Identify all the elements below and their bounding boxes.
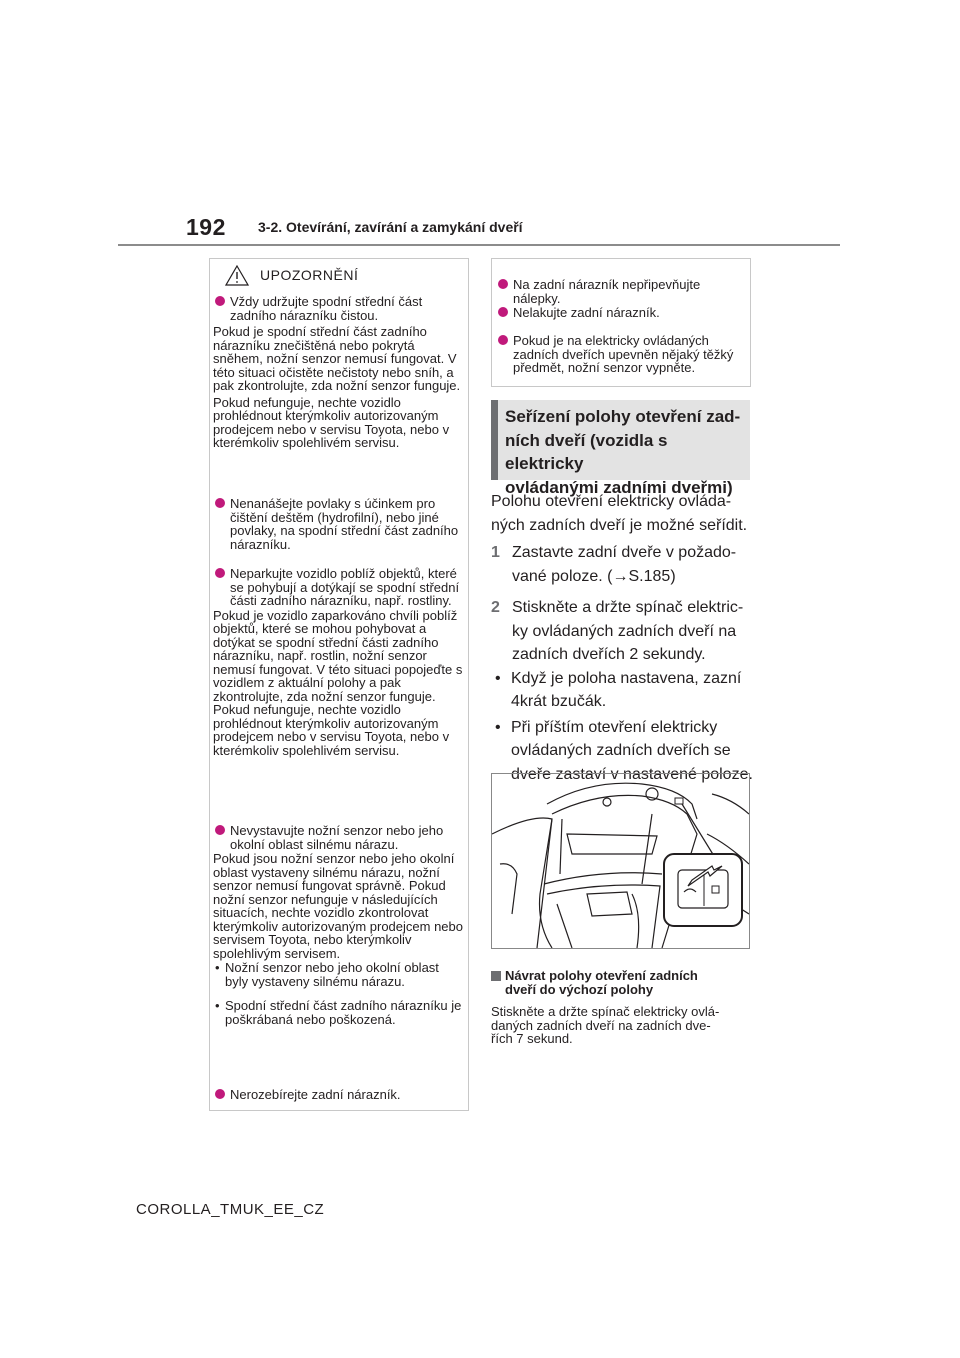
- open-tailgate-with-switch-illustration: [491, 773, 750, 949]
- sub-item-text: Nožní senzor nebo jeho okolní oblast byly vystaveny silnému nárazu.: [225, 960, 439, 989]
- document-code: COROLLA_TMUK_EE_CZ: [136, 1201, 325, 1218]
- warning-item-6: [496, 278, 744, 305]
- warning-triangle-icon: [225, 265, 249, 286]
- sub-list-item: • Spodní střední část zadního nárazníku je poškrábaná nebo poškozená.: [215, 998, 462, 1027]
- warning-item-4: [213, 824, 465, 1026]
- subsection-heading: Návrat polohy otevření zadních dveří do výchozí polohy: [491, 969, 735, 997]
- section-heading-text: [505, 405, 750, 499]
- bullet-dot: [215, 568, 225, 578]
- paragraph: Pokud je vozidlo zaparkováno chvíli poblíž objektů, které se mohou pohybovat a dotýkat se spodní střední části zadního nárazníku, např. rostlin, nožní senzor nemusí fungovat. V této situaci popojeďte s vozidlem z aktuální polohy a pak zkontrolujte, zda nožní senzor funguje. Pokud nefunguje, nechte vozidlo prohlédnout kterýmkoliv autorizovaným prodejcem nebo v servisu Toyota, nebo v kterémkoliv spolehlivém servisu.: [213, 607, 463, 758]
- step-2: 2 Stiskněte a držte spínač elektric- ky ovládaných zadních dveří na zadních dveřích 2 sekundy.: [491, 596, 761, 667]
- list-item: [213, 567, 465, 608]
- step-number: 1: [491, 544, 500, 561]
- section-heading: [491, 400, 750, 497]
- step-number: 2: [491, 599, 500, 616]
- page-number: 192: [186, 214, 226, 240]
- warning-box: [209, 258, 469, 1111]
- heading-accent-bar: [491, 400, 498, 480]
- warning-header: [210, 259, 468, 292]
- warning-item-7: [496, 306, 744, 320]
- warning-title: UPOZORNĚNÍ: [260, 267, 359, 283]
- bullet-dot: [498, 279, 508, 289]
- bullet-text: Nevystavujte nožní senzor nebo jeho okolní oblast silnému nárazu.: [230, 823, 444, 852]
- list-item: [213, 824, 465, 851]
- warning-item-2: [213, 497, 465, 551]
- bullet-text: Na zadní nárazník nepřipevňujte nálepky.: [513, 277, 701, 306]
- bullet-dot: [215, 498, 225, 508]
- warning-box-continued: [491, 258, 751, 387]
- warning-item-3: [213, 567, 465, 757]
- step-1: 1 Zastavte zadní dveře v požado- vané poloze. (→S.185): [491, 541, 761, 588]
- bullet-dot: [215, 1089, 225, 1099]
- tailgate-drawing: [492, 774, 749, 948]
- bullet-text: Pokud je na elektricky ovládaných zadních dveřích upevněn nějaký těžký předmět, nožní senzor vypněte.: [513, 333, 734, 375]
- bullet-dot: [215, 296, 225, 306]
- square-bullet-icon: [491, 971, 501, 981]
- sub-item-text: Spodní střední část zadního nárazníku je poškrábaná nebo poškozená.: [225, 998, 462, 1027]
- list-item: [496, 306, 744, 320]
- section-title: 3-2. Otevírání, zavírání a zamykání dveří: [258, 219, 523, 235]
- bullet-item: • Při příštím otevření elektricky ovládaných zadních dveřích se dveře zastaví v nastavené poloze.: [495, 718, 753, 783]
- bullet-text: Vždy udržujte spodní střední část zadního nárazníku čistou.: [230, 294, 423, 323]
- bullet-dot: [498, 335, 508, 345]
- paragraph: Pokud nefunguje, nechte vozidlo prohlédnout kterýmkoliv autorizovaným prodejcem nebo v servisu Toyota, nebo v kterémkoliv spolehlivém servisu.: [213, 394, 450, 450]
- heading-line: Seřízení polohy otevření zad-: [505, 407, 741, 426]
- subsection-body: Stiskněte a držte spínač elektricky ovlá- daných zadních dveří na zadních dve- řích 7 sekund.: [491, 1004, 720, 1046]
- paragraph: Pokud je spodní střední část zadního nárazníku znečištěná nebo pokrytá sněhem, nožní senzor nemusí fungovat. V této situaci očistěte nečistoty nebo sníh, a pak zkontrolujte, zda nožní senzor funguje.: [213, 324, 461, 393]
- bullet-dot: [215, 825, 225, 835]
- warning-item-1: [213, 295, 465, 450]
- heading-line: ovládanými zadními dveřmi): [505, 477, 733, 497]
- list-item: [496, 278, 744, 305]
- intro-text: Polohu otevření elektricky ovláda- ných zadních dveří je možné seřídit.: [491, 493, 748, 534]
- list-item: [213, 1088, 465, 1102]
- warning-item-5: [213, 1088, 465, 1102]
- bullet-text: Nerozebírejte zadní nárazník.: [230, 1087, 401, 1102]
- bullet-text: Nelakujte zadní nárazník.: [513, 305, 660, 320]
- list-item: [213, 295, 465, 322]
- list-item: [213, 497, 465, 551]
- warning-item-8: [496, 334, 744, 375]
- paragraph: Pokud jsou nožní senzor nebo jeho okolní oblast vystaveny silnému nárazu, nožní senzor nemusí fungovat správně. Pokud nožní senzor nefunguje v následujících situacích, nechte vozidlo zkontrolovat kterýmkoliv autorizovaným prodejcem nebo servisem Toyota, nebo kterýmkoliv spolehlivým servisem.: [213, 851, 463, 961]
- sub-list-item: • Nožní senzor nebo jeho okolní oblast byly vystaveny silnému nárazu.: [215, 960, 439, 989]
- bullet-text: Neparkujte vozidlo poblíž objektů, které se pohybují a dotýkají se spodní střední části zadního nárazníku, např. rostliny.: [230, 566, 460, 608]
- section-body: [491, 490, 761, 786]
- bullet-dot: [498, 307, 508, 317]
- header-divider: [118, 244, 840, 246]
- list-item: [496, 334, 744, 375]
- heading-line: ních dveří (vozidla s elektricky: [505, 430, 668, 473]
- bullet-item: • Když je poloha nastavena, zazní 4krát bzučák.: [495, 669, 742, 710]
- bullet-text: Nenanášejte povlaky s účinkem pro čištění deštěm (hydrofilní), nebo jiné povlaky, na spodní střední část zadního nárazníku.: [230, 496, 459, 552]
